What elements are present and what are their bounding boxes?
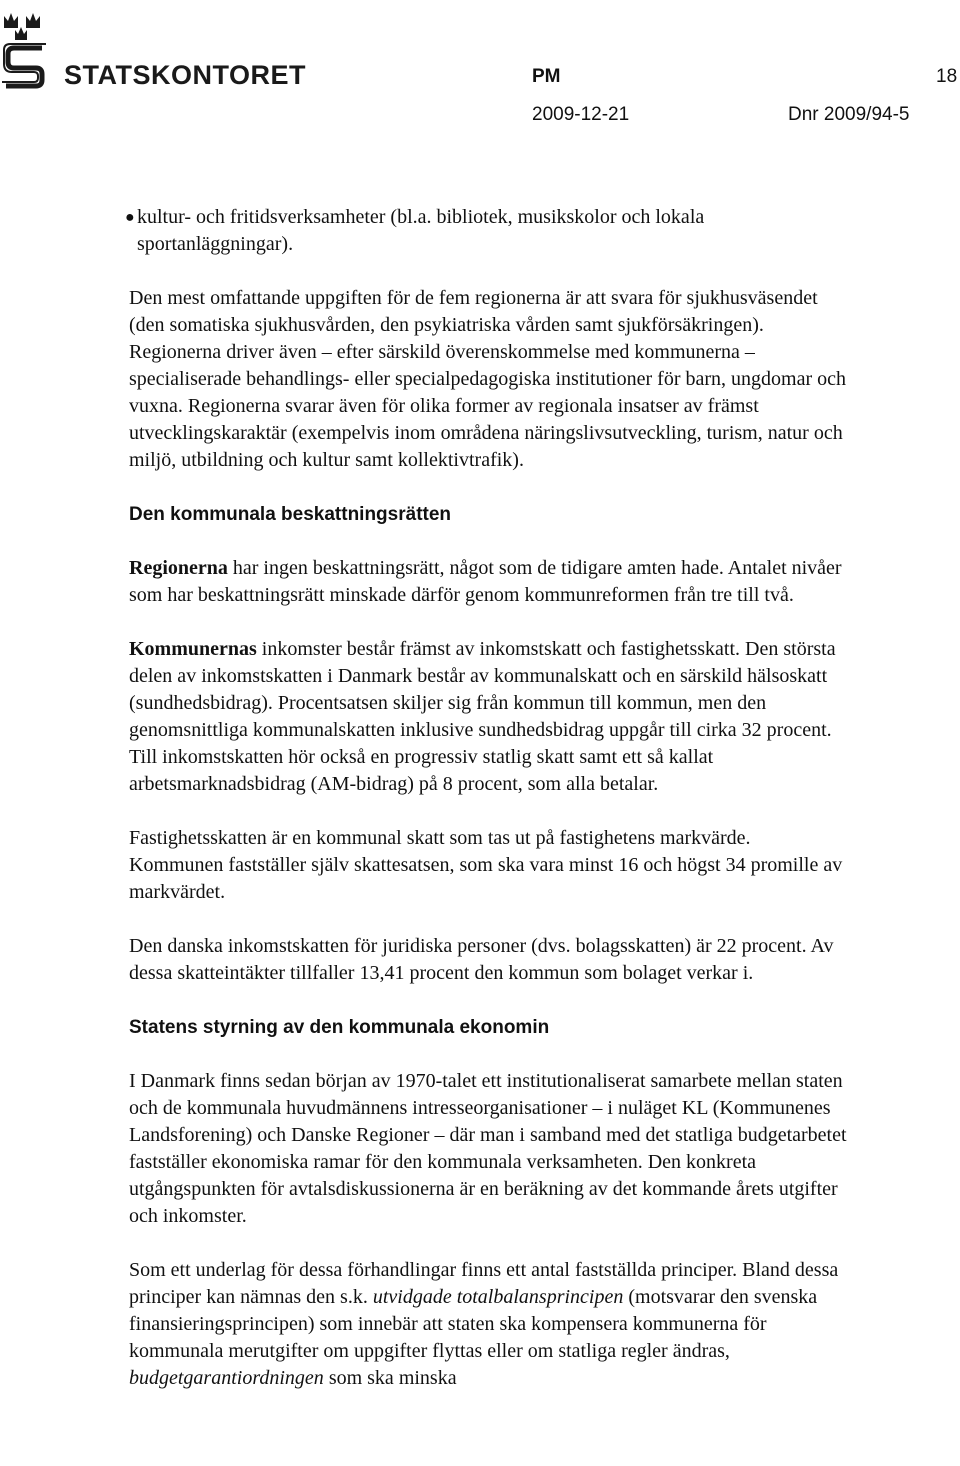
paragraph-text: som ska minska <box>323 1367 457 1389</box>
paragraph-municipal-income <box>129 636 849 798</box>
emphasis-term: utvidgade totalbalansprincipen <box>372 1286 624 1308</box>
statskontoret-logo <box>2 4 306 94</box>
paragraph-cooperation: I Danmark finns sedan början av 1970-talet ett institutionaliserat samarbete mellan staten och de kommunala huvudmännens intresseorganisationer – i nuläget KL (Kommunenes Landsforening) och Danske Regioner – där man i samband med det statliga budgetarbetet fastställer ekonomiska ramar för den kommunala verksamheten. Den konkreta utgångspunkten för avtalsdiskussionerna är en beräkning av det kommande årets utgifter och inkomster. <box>129 1070 847 1227</box>
doc-dnr: Dnr 2009/94-5 <box>788 104 910 125</box>
bullet-icon: ● <box>125 209 135 226</box>
paragraph-property-tax: Fastighetsskatten är en kommunal skatt som tas ut på fastighetens markvärde. Kommunen fastställer själv skattesatsen, som ska vara minst 16 och högst 34 promille av markvärdet. <box>129 827 843 903</box>
paragraph-text: har ingen beskattningsrätt, något som de tidigare amten hade. Antalet nivåer som har beskattningsrätt minskade därför genom kommunreformen från tre till två. <box>129 557 842 606</box>
paragraph-text: (motsvarar den svenska finansieringsprincipen) som innebär att staten ska kompensera kommunerna för kommunala merutgifter om uppgifter flyttas eller om statliga regler ändras, <box>129 1286 818 1362</box>
emphasis-term: budgetgarantiordningen <box>129 1367 324 1389</box>
doc-date: 2009-12-21 <box>532 104 630 125</box>
section-heading-taxation: Den kommunala beskattningsrätten <box>129 504 452 525</box>
paragraph-regions: Den mest omfattande uppgiften för de fem regionerna är att svara för sjukhusväsendet (den somatiska sjukhusvården, den psykiatriska vården samt sjukförsäkringen). Regionerna driver även – efter särskild överenskommelse med kommunerna – specialiserade behandlings- eller specialpedagogiska institutioner för barn, ungdomar och vuxna. Regionerna svarar även för olika former av regionala insatser av främst utvecklingskaraktär (exempelvis inom områdena näringslivsutveckling, turism, natur och miljö, utbildning och kultur samt kollektivtrafik). <box>129 287 846 471</box>
lead-word: Regionerna <box>129 557 228 579</box>
doc-type: PM <box>532 66 561 87</box>
section-heading-state-control: Statens styrning av den kommunala ekonomin <box>129 1017 550 1038</box>
document-body <box>125 204 849 1392</box>
paragraph-corporate-tax: Den danska inkomstskatten för juridiska personer (dvs. bolagsskatten) är 22 procent. Av dessa skatteintäkter tillfaller 13,41 procent den kommun som bolaget verkar i. <box>129 935 834 984</box>
list-item <box>125 204 849 258</box>
org-name: STATSKONTORET <box>64 60 306 90</box>
bullet-text: kultur- och fritidsverksamheter (bl.a. bibliotek, musikskolor och lokala sportanläggningar). <box>137 206 705 255</box>
paragraph-regions-tax <box>129 555 849 609</box>
paragraph-text: Som ett underlag för dessa förhandlingar finns ett antal fastställda principer. Bland dessa principer kan nämnas den s.k. <box>129 1259 839 1308</box>
paragraph-principles <box>129 1257 849 1392</box>
page-number: 18 <box>936 66 958 87</box>
lead-word: Kommunernas <box>129 638 257 660</box>
paragraph-text: inkomster består främst av inkomstskatt och fastighetsskatt. Den största delen av inkomstskatten i Danmark består av kommunalskatt och en särskild hälsoskatt (sundhedsbidrag). Procentsatsen skiljer sig från kommun till kommun, men den genomsnittliga kommunalskatten inklusive sundhedsbidrag uppgår till cirka 32 procent. Till inkomstskatten hör också en progressiv statlig skatt samt ett så kallat arbetsmarknadsbidrag (AM-bidrag) på 8 procent, som alla betalar. <box>129 638 836 795</box>
